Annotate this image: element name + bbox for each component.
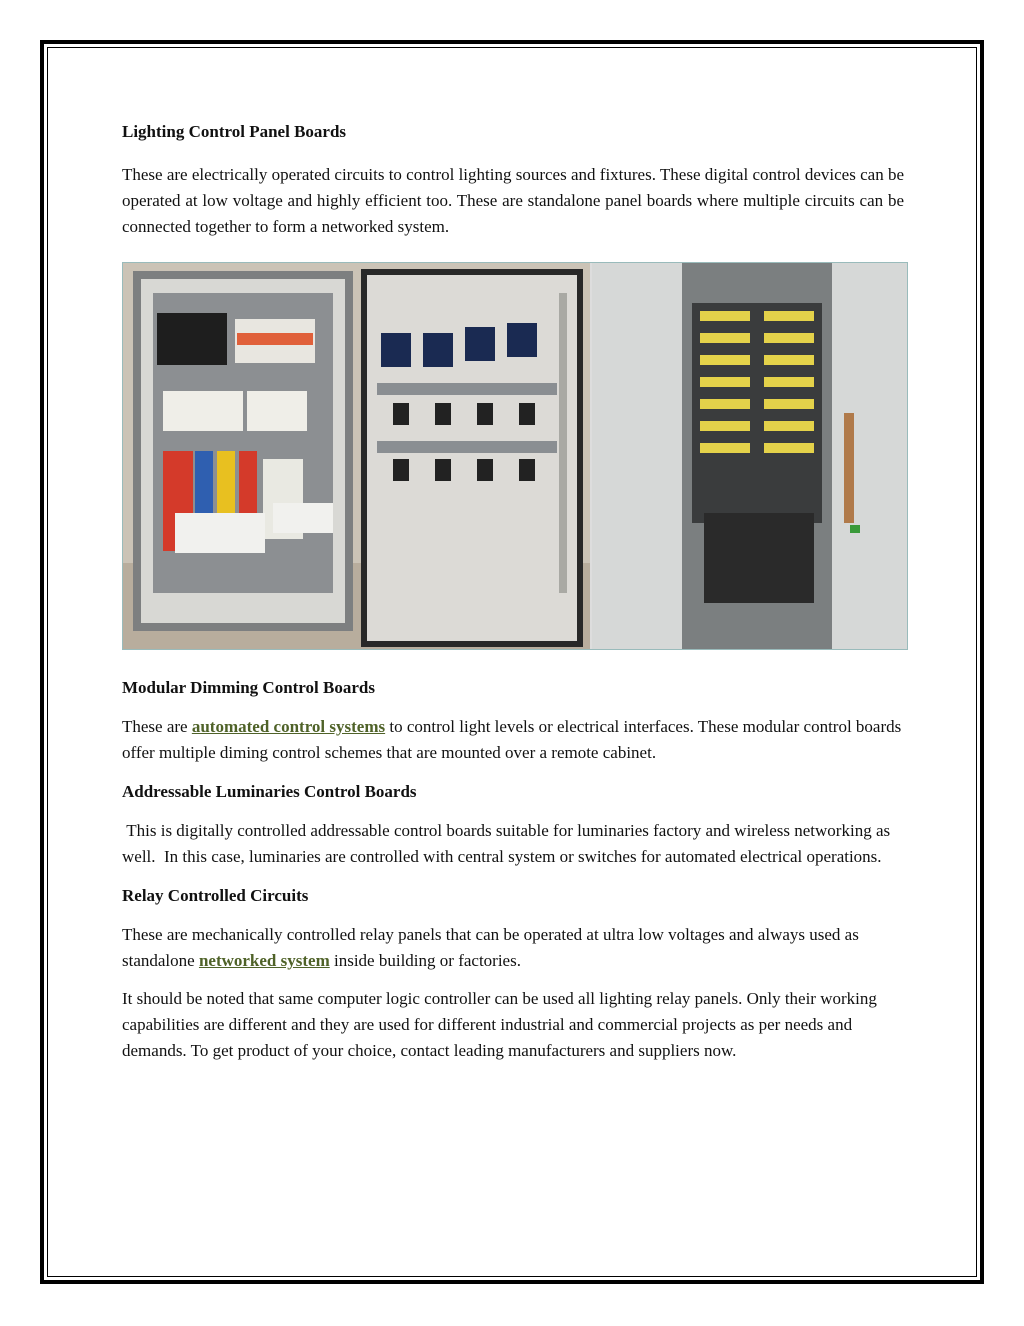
- paragraph-lighting-control: These are electrically operated circuits to control lighting sources and fixtures. These digital control devices can be operated at low voltage and highly efficient too. These are standalone panel boards where multiple circuits can be connected together to form a networked system.: [122, 165, 904, 236]
- heading-addressable-luminaries-control-boards: Addressable Luminaries Control Boards: [122, 782, 417, 801]
- breaker-panel-photo: [592, 263, 907, 649]
- control-panel-photos: [122, 262, 908, 650]
- link-automated-control-systems[interactable]: automated control systems: [191, 717, 386, 736]
- text-segment: These are: [122, 717, 192, 736]
- paragraph-relay-controlled: [122, 922, 904, 974]
- text-segment: inside building or factories.: [329, 951, 521, 970]
- paragraph-addressable-luminaries: This is digitally controlled addressable control boards suitable for luminaries factory and wireless networking as well. In this case, luminaries are controlled with central system or switches for automated electrical operations.: [122, 821, 895, 866]
- heading-lighting-control-panel-boards: Lighting Control Panel Boards: [122, 122, 347, 141]
- breaker-panel-illustration: [592, 263, 907, 649]
- heading-modular-dimming-control-boards: Modular Dimming Control Boards: [122, 678, 375, 697]
- text-segment: to control light levels or electrical interfaces. These modular control boards offer multiple diming control schemes that are mounted over a remote cabinet.: [122, 717, 902, 762]
- text-segment: These are mechanically controlled relay panels that can be operated at ultra low voltages and always used as standalone: [122, 925, 859, 970]
- heading-relay-controlled-circuits: Relay Controlled Circuits: [122, 886, 309, 905]
- open-control-cabinet-photo: [123, 263, 590, 649]
- document-body: [122, 120, 904, 1064]
- paragraph-modular-dimming: [122, 714, 904, 766]
- link-networked-system[interactable]: networked system: [198, 951, 330, 970]
- open-control-cabinet-illustration: [123, 263, 590, 649]
- paragraph-closing: It should be noted that same computer logic controller can be used all lighting relay panels. Only their working capabilities are different and they are used for different industrial and commercial projects as per needs and demands. To get product of your choice, contact leading manufacturers and suppliers now.: [122, 989, 877, 1060]
